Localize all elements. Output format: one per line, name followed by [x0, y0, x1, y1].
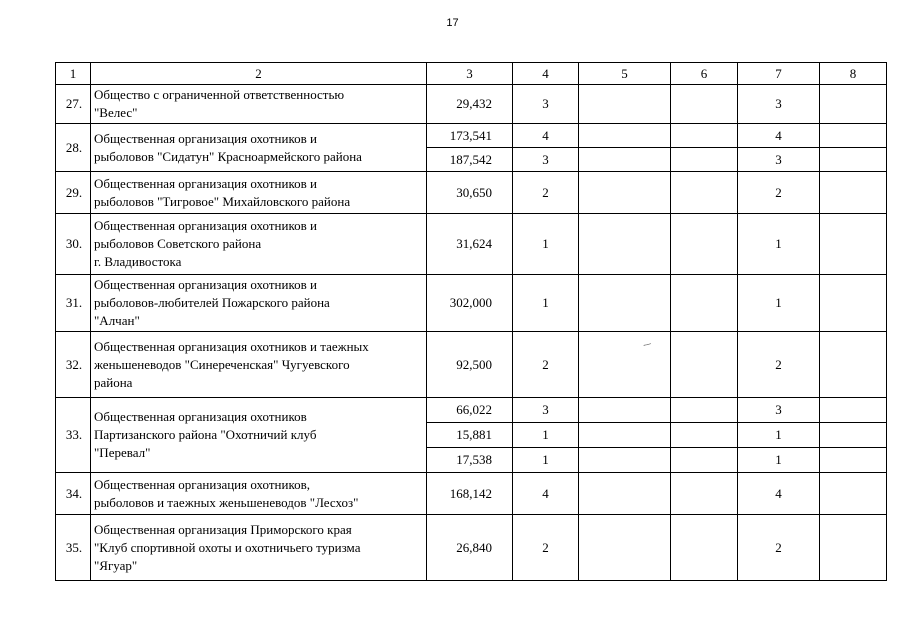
table-row: [56, 214, 887, 275]
area-value: 173,541: [427, 124, 513, 148]
organization-name-line: Общественная организация охотников: [94, 409, 307, 424]
area-value: 187,542: [427, 148, 513, 172]
col5-cell: [579, 448, 671, 473]
col4-value: 1: [513, 214, 579, 275]
col8-cell: [820, 275, 887, 332]
col7-value: 1: [738, 275, 820, 332]
col5-cell: [579, 275, 671, 332]
col8-cell: [820, 332, 887, 398]
page-number: 17: [446, 17, 459, 29]
organization-name-line: Общественная организация Приморского края: [94, 521, 352, 537]
organization-name-line: Общественная организация охотников и: [94, 277, 317, 292]
area-value: 15,881: [427, 423, 513, 448]
col6-cell: [671, 275, 738, 332]
col4-value: 4: [513, 473, 579, 515]
col7-value: 1: [738, 423, 820, 448]
organization-name-line: рыболовов Советского района: [94, 236, 262, 251]
organization-name-line: Партизанского района "Охотничий клуб: [94, 427, 317, 442]
col4-value: 2: [513, 515, 579, 581]
area-value: 31,624: [427, 214, 513, 275]
table-row: [56, 473, 887, 515]
organization-name: [91, 515, 427, 581]
table-body: [56, 85, 887, 581]
organization-name: [91, 85, 427, 124]
col6-cell: [671, 172, 738, 214]
row-number: 31.: [56, 275, 91, 332]
col6-cell: [671, 473, 738, 515]
col7-value: 3: [738, 85, 820, 124]
table-row: [56, 332, 887, 398]
table-row: [56, 172, 887, 214]
col8-cell: [820, 148, 887, 172]
col4-value: 3: [513, 85, 579, 124]
organization-name: [91, 214, 427, 275]
area-value: 30,650: [427, 172, 513, 214]
col8-cell: [820, 515, 887, 581]
col7-value: 3: [738, 148, 820, 172]
col6-cell: [671, 332, 738, 398]
organization-name: [91, 398, 427, 473]
organization-name: [91, 473, 427, 515]
col5-cell: [579, 473, 671, 515]
organization-name-line: рыболовов "Тигровое" Михайловского района: [94, 193, 351, 209]
area-value: 17,538: [427, 448, 513, 473]
row-number: 27.: [56, 85, 91, 124]
header-cell: 7: [738, 63, 820, 85]
col4-value: 3: [513, 148, 579, 172]
col5-cell: [579, 332, 671, 398]
col8-cell: [820, 423, 887, 448]
col7-value: 2: [738, 172, 820, 214]
area-value: 92,500: [427, 332, 513, 398]
area-value: 302,000: [427, 275, 513, 332]
organization-name: [91, 124, 427, 172]
col6-cell: [671, 85, 738, 124]
row-number: 29.: [56, 172, 91, 214]
row-number: 28.: [56, 124, 91, 172]
header-cell: 6: [671, 63, 738, 85]
col7-value: 2: [738, 332, 820, 398]
col6-cell: [671, 423, 738, 448]
table-row: [56, 124, 887, 148]
col4-value: 2: [513, 332, 579, 398]
col8-cell: [820, 172, 887, 214]
area-value: 26,840: [427, 515, 513, 581]
organization-name-line: района: [94, 374, 133, 390]
area-value: 66,022: [427, 398, 513, 423]
col8-cell: [820, 473, 887, 515]
col4-value: 1: [513, 275, 579, 332]
col6-cell: [671, 214, 738, 275]
area-value: 168,142: [427, 473, 513, 515]
table-row: [56, 515, 887, 581]
hunting-grounds-table: [55, 62, 887, 581]
col8-cell: [820, 124, 887, 148]
organization-name: [91, 332, 427, 398]
organization-name-line: Общественная организация охотников,: [94, 476, 311, 492]
organization-name-line: рыболовов "Сидатун" Красноармейского района: [94, 148, 362, 164]
row-number: 32.: [56, 332, 91, 398]
organization-name-line: женьшеневодов "Синереченская" Чугуевского: [94, 356, 350, 372]
organization-name: [91, 172, 427, 214]
col7-value: 4: [738, 124, 820, 148]
col5-cell: [579, 214, 671, 275]
col6-cell: [671, 148, 738, 172]
col5-cell: [579, 398, 671, 423]
header-cell: 4: [513, 63, 579, 85]
col4-value: 1: [513, 423, 579, 448]
header-row: [56, 63, 887, 85]
col6-cell: [671, 515, 738, 581]
col4-value: 2: [513, 172, 579, 214]
organization-name-line: "Перевал": [94, 445, 151, 460]
col4-value: 4: [513, 124, 579, 148]
col5-cell: [579, 124, 671, 148]
organization-name-line: "Клуб спортивной охоты и охотничьего туризма: [94, 539, 361, 555]
table-row: [56, 398, 887, 423]
organization-name-line: Общественная организация охотников и таежных: [94, 338, 369, 354]
col7-value: 4: [738, 473, 820, 515]
organization-name-line: Общественная организация охотников и: [94, 218, 317, 233]
col6-cell: [671, 398, 738, 423]
header-cell: 1: [56, 63, 91, 85]
col7-value: 3: [738, 398, 820, 423]
area-value: 29,432: [427, 85, 513, 124]
col4-value: 1: [513, 448, 579, 473]
pen-mark: ‐–: [641, 338, 653, 350]
col8-cell: [820, 398, 887, 423]
col4-value: 3: [513, 398, 579, 423]
col5-cell: [579, 515, 671, 581]
table-row: [56, 275, 887, 332]
col7-value: 1: [738, 214, 820, 275]
row-number: 30.: [56, 214, 91, 275]
col8-cell: [820, 448, 887, 473]
row-number: 35.: [56, 515, 91, 581]
organization-name-line: Общественная организация охотников и: [94, 130, 317, 146]
organization-name-line: "Ягуар": [94, 557, 138, 573]
header-cell: 5: [579, 63, 671, 85]
table-row: [56, 85, 887, 124]
col8-cell: [820, 214, 887, 275]
col5-cell: [579, 172, 671, 214]
organization-name: [91, 275, 427, 332]
col7-value: 2: [738, 515, 820, 581]
header-cell: 3: [427, 63, 513, 85]
col5-cell: [579, 423, 671, 448]
header-cell: 8: [820, 63, 887, 85]
organization-name-line: Общественная организация охотников и: [94, 175, 317, 191]
col5-cell: [579, 148, 671, 172]
organization-name-line: Общество с ограниченной ответственностью: [94, 87, 345, 102]
col5-cell: [579, 85, 671, 124]
col6-cell: [671, 448, 738, 473]
col8-cell: [820, 85, 887, 124]
header-cell: 2: [91, 63, 427, 85]
row-number: 34.: [56, 473, 91, 515]
organization-name-line: "Алчан": [94, 313, 140, 328]
col7-value: 1: [738, 448, 820, 473]
col6-cell: [671, 124, 738, 148]
organization-name-line: рыболовов-любителей Пожарского района: [94, 295, 330, 310]
organization-name-line: рыболовов и таежных женьшеневодов "Лесхоз": [94, 494, 359, 510]
organization-name-line: "Велес": [94, 105, 138, 120]
row-number: 33.: [56, 398, 91, 473]
organization-name-line: г. Владивостока: [94, 254, 182, 269]
